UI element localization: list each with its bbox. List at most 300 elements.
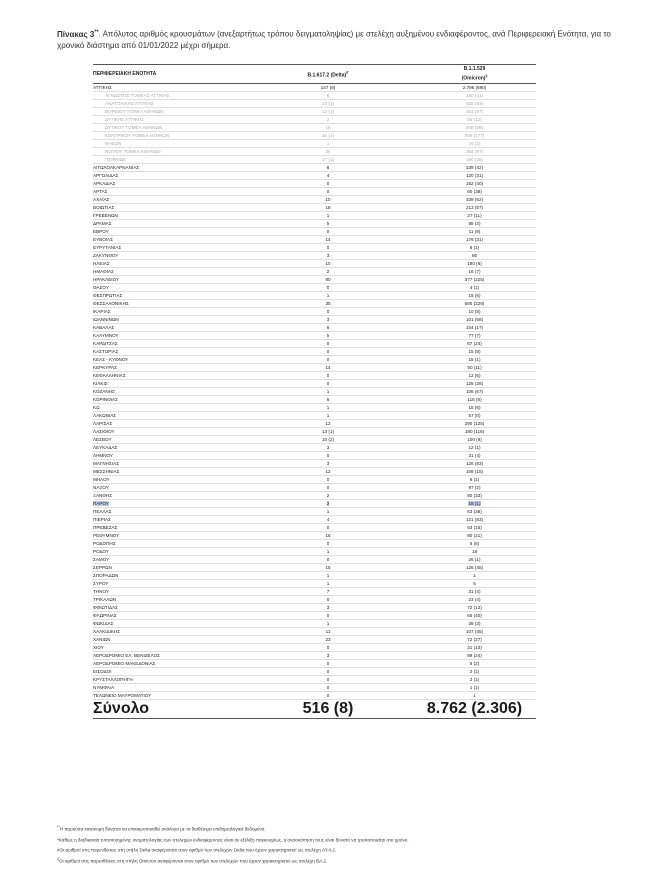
delta-count: 1 bbox=[326, 509, 330, 514]
table-row bbox=[93, 588, 536, 596]
table-row bbox=[93, 340, 536, 348]
omicron-count: 125 (28) bbox=[465, 381, 484, 386]
omicron-count: 206 (56) bbox=[465, 125, 484, 130]
table-row bbox=[93, 636, 536, 644]
table-row bbox=[93, 268, 536, 276]
delta-count: 2 bbox=[326, 493, 330, 498]
table-row bbox=[93, 476, 536, 484]
omicron-count: 120 (31) bbox=[465, 173, 484, 178]
region-name: ΠΙΕΡΙΑΣ bbox=[93, 517, 111, 522]
table-row bbox=[93, 468, 536, 476]
region-name: ΚΡΥΣΤΑΛΛΟΠΗΓΗ bbox=[93, 677, 133, 682]
region-name: ΚΕΡΚΥΡΑΣ bbox=[93, 365, 117, 370]
omicron-count: 6 (6) bbox=[469, 541, 480, 546]
delta-count: 0 bbox=[326, 541, 330, 546]
region-name: ΔΥΤΙΚΗΣ ΑΤΤΙΚΗΣ bbox=[105, 117, 144, 122]
table-row bbox=[93, 348, 536, 356]
omicron-count: 176 (31) bbox=[465, 237, 484, 242]
table-row bbox=[93, 116, 536, 124]
region-name: ΖΑΚΥΝΘΟΥ bbox=[93, 253, 119, 258]
variants-table bbox=[93, 64, 536, 719]
delta-count: 0 bbox=[326, 341, 330, 346]
delta-count: 5 bbox=[326, 221, 330, 226]
table-row bbox=[93, 564, 536, 572]
delta-count: 14 bbox=[325, 237, 331, 242]
delta-count: 3 bbox=[326, 317, 330, 322]
region-name: ΙΩΑΝΝΙΝΩΝ bbox=[93, 317, 119, 322]
table-row bbox=[93, 484, 536, 492]
delta-count: 14 bbox=[325, 365, 331, 370]
table-row bbox=[93, 108, 536, 116]
region-name: ΑΧΑΪΑΣ bbox=[93, 197, 110, 202]
delta-count: 3 bbox=[326, 445, 330, 450]
region-name: ΛΕΥΚΑΔΑΣ bbox=[93, 445, 118, 450]
region-name: ΠΡΕΒΕΖΑΣ bbox=[93, 525, 118, 530]
region-name: ΧΑΝΙΩΝ bbox=[93, 637, 111, 642]
delta-count: 0 bbox=[326, 181, 330, 186]
delta-count: 1 bbox=[326, 405, 330, 410]
table-row bbox=[93, 380, 536, 388]
omicron-count: 63 (36) bbox=[467, 509, 482, 514]
delta-count: 24 bbox=[325, 149, 331, 154]
region-name: ΧΑΛΚΙΔΙΚΗΣ bbox=[93, 629, 121, 634]
omicron-count: 106 (67) bbox=[465, 389, 484, 394]
region-name: ΜΕΣΣΗΝΙΑΣ bbox=[93, 469, 120, 474]
region-name: ΘΕΣΠΡΩΤΙΑΣ bbox=[93, 293, 123, 298]
delta-count: 1 bbox=[326, 293, 330, 298]
table-row bbox=[93, 388, 536, 396]
table-row bbox=[93, 444, 536, 452]
region-name: ΡΟΔΟΠΗΣ bbox=[93, 541, 116, 546]
omicron-count: 121 (83) bbox=[465, 517, 484, 522]
table-row bbox=[93, 316, 536, 324]
table-row bbox=[93, 540, 536, 548]
region-name: ΕΥΡΥΤΑΝΙΑΣ bbox=[93, 245, 122, 250]
delta-count: 35 bbox=[325, 301, 331, 306]
table-row bbox=[93, 452, 536, 460]
region-name: ΑΡΓΟΛΙΔΑΣ bbox=[93, 173, 119, 178]
table-row bbox=[93, 420, 536, 428]
delta-count: 0 bbox=[326, 669, 330, 674]
table-row bbox=[93, 508, 536, 516]
delta-count: 23 bbox=[325, 637, 331, 642]
region-name: ΛΕΣΒΟΥ bbox=[93, 437, 112, 442]
table-row bbox=[93, 644, 536, 652]
delta-count: 18 bbox=[325, 205, 331, 210]
region-name: ΕΙΣΟΔΟΙ bbox=[93, 669, 112, 674]
table-row bbox=[93, 220, 536, 228]
table-row bbox=[93, 652, 536, 660]
delta-count: 0 bbox=[326, 485, 330, 490]
table-row bbox=[93, 604, 536, 612]
omicron-count: 180 (116) bbox=[464, 429, 485, 434]
region-name: ΒΟΙΩΤΙΑΣ bbox=[93, 205, 115, 210]
table-row bbox=[93, 172, 536, 180]
table-row bbox=[93, 276, 536, 284]
delta-count: 1 bbox=[326, 621, 330, 626]
table-row bbox=[93, 524, 536, 532]
total-omicron: 8.762 (2.306) bbox=[426, 700, 523, 717]
omicron-count: 12 (1) bbox=[468, 445, 481, 450]
table-row bbox=[93, 140, 536, 148]
delta-count: 12 bbox=[325, 469, 331, 474]
omicron-count: 239 (42) bbox=[465, 165, 484, 170]
omicron-count: 50 (11) bbox=[467, 365, 482, 370]
header-region: ΠΕΡΙΦΕΡΕΙΑΚΗ ΕΝΟΤΗΤΑ bbox=[93, 71, 157, 77]
table-row bbox=[93, 532, 536, 540]
omicron-count: 60 (38) bbox=[467, 189, 482, 194]
omicron-count: 99 (24) bbox=[467, 653, 482, 658]
table-row bbox=[93, 308, 536, 316]
region-name: ΑΓΝΩΣΤΟΣ ΤΟΜΕΑΣ ΑΤΤΙΚΗΣ bbox=[105, 93, 170, 98]
table-row bbox=[93, 324, 536, 332]
table-row bbox=[93, 668, 536, 676]
region-name: ΛΗΜΝΟΥ bbox=[93, 453, 114, 458]
delta-count: 1 bbox=[326, 141, 330, 146]
table-row bbox=[93, 180, 536, 188]
delta-count: 13 (1) bbox=[321, 429, 334, 434]
delta-count: 2 bbox=[326, 501, 330, 506]
delta-count: 3 bbox=[326, 653, 330, 658]
omicron-count: 77 (7) bbox=[468, 333, 481, 338]
omicron-count: 1 bbox=[473, 693, 476, 698]
table-row bbox=[93, 292, 536, 300]
table-row bbox=[93, 100, 536, 108]
region-name: ΚΕΑΣ - ΚΥΘΝΟΥ bbox=[93, 357, 129, 362]
omicron-count: 6 (2) bbox=[469, 661, 480, 666]
footnotes bbox=[57, 823, 637, 865]
omicron-count: 401 (97) bbox=[465, 109, 484, 114]
omicron-count: 108 (15) bbox=[465, 469, 484, 474]
table-row bbox=[93, 156, 536, 164]
omicron-count: 1 bbox=[473, 573, 476, 578]
omicron-count: 6 (1) bbox=[469, 477, 480, 482]
delta-count: 5 bbox=[326, 333, 330, 338]
table-row bbox=[93, 260, 536, 268]
region-name: ΚΑΛΥΜΝΟΥ bbox=[93, 333, 119, 338]
table-row bbox=[93, 660, 536, 668]
omicron-count: 680 (229) bbox=[464, 301, 485, 306]
region-name: ΕΥΒΟΙΑΣ bbox=[93, 237, 113, 242]
omicron-count: 290 (125) bbox=[464, 421, 485, 426]
delta-count: 80 bbox=[325, 277, 331, 282]
region-name: ΛΑΣΙΘΙΟΥ bbox=[93, 429, 115, 434]
region-name: ΝΑΞΟΥ bbox=[93, 485, 109, 490]
omicron-count: 354 (87) bbox=[465, 149, 484, 154]
delta-count: 0 bbox=[326, 373, 330, 378]
delta-count: 6 bbox=[326, 325, 330, 330]
delta-count: 10 (2) bbox=[321, 437, 334, 442]
delta-count: 3 bbox=[326, 253, 330, 258]
region-name: ΤΕΛΩΝΕΙΟ ΜΑΥΡΟΜΑΤΙΟΥ bbox=[93, 693, 152, 698]
table-row bbox=[93, 212, 536, 220]
region-name: ΑΕΡΟΔΡΟΜΙΟ ΕΛ. ΒΕΝΙΖΕΛΟΣ bbox=[93, 653, 160, 658]
omicron-count: 126 (83) bbox=[465, 461, 484, 466]
delta-count: 3 bbox=[326, 605, 330, 610]
region-name: ΑΡΚΑΔΙΑΣ bbox=[93, 181, 116, 186]
delta-count: 0 bbox=[326, 453, 330, 458]
region-name: ΗΜΑΘΙΑΣ bbox=[93, 269, 114, 274]
region-name: ΣΥΡΟΥ bbox=[93, 581, 109, 586]
total-delta: 516 (8) bbox=[302, 700, 354, 717]
delta-count: 1 bbox=[326, 413, 330, 418]
omicron-count: 8 (1) bbox=[469, 245, 480, 250]
table-row bbox=[93, 412, 536, 420]
table-row bbox=[93, 676, 536, 684]
region-name: ΦΛΩΡΙΝΑΣ bbox=[93, 613, 117, 618]
table-row bbox=[93, 596, 536, 604]
region-name: ΚΙΛΚΙΣ bbox=[93, 381, 108, 386]
delta-count: 147 (6) bbox=[320, 85, 336, 90]
region-name: ΑΕΡΟΔΡΟΜΙΟ ΜΑΚΕΔΟΝΙΑΣ bbox=[93, 661, 156, 666]
omicron-count: 339 (62) bbox=[465, 197, 484, 202]
table-row bbox=[93, 620, 536, 628]
delta-count: 1 bbox=[326, 213, 330, 218]
delta-count: 0 bbox=[326, 685, 330, 690]
omicron-count: 23 (4) bbox=[468, 597, 481, 602]
delta-count: 0 bbox=[326, 349, 330, 354]
omicron-count: 2 (1) bbox=[469, 677, 480, 682]
table-row bbox=[93, 460, 536, 468]
omicron-count: 377 (225) bbox=[464, 277, 485, 282]
region-name: ΙΚΑΡΙΑΣ bbox=[93, 309, 111, 314]
omicron-count: 160 (41) bbox=[465, 93, 484, 98]
table-row bbox=[93, 236, 536, 244]
region-name: ΝΥΜΦΑΙΑ bbox=[93, 685, 115, 690]
omicron-count: 18 (1) bbox=[468, 501, 481, 506]
omicron-count: 10 (8) bbox=[468, 309, 481, 314]
omicron-count: 2.796 (890) bbox=[462, 85, 487, 90]
table-row bbox=[93, 124, 536, 132]
region-name: ΛΑΚΩΝΙΑΣ bbox=[93, 413, 117, 418]
table-row bbox=[93, 548, 536, 556]
delta-count: 10 bbox=[325, 197, 331, 202]
table-row bbox=[93, 84, 536, 92]
omicron-count: 1 (1) bbox=[469, 685, 480, 690]
table-header-row bbox=[93, 65, 536, 84]
table-row bbox=[93, 396, 536, 404]
omicron-count: 88 (3) bbox=[468, 221, 481, 226]
region-name: ΓΡΕΒΕΝΩΝ bbox=[93, 213, 118, 218]
omicron-count: 16 (7) bbox=[468, 269, 481, 274]
omicron-count: 2 (1) bbox=[469, 669, 480, 674]
table-row bbox=[93, 244, 536, 252]
caption-label: Πίνακας 3** bbox=[57, 29, 99, 39]
delta-count: 1 bbox=[326, 549, 330, 554]
omicron-count: 57 (24) bbox=[467, 341, 482, 346]
delta-count: 0 bbox=[326, 189, 330, 194]
omicron-count: 15 (6) bbox=[468, 293, 481, 298]
region-name: ΦΩΚΙΔΑΣ bbox=[93, 621, 114, 626]
region-name: ΠΕΙΡΑΙΩΣ bbox=[105, 157, 126, 162]
region-name: ΤΡΙΚΑΛΩΝ bbox=[93, 597, 117, 602]
table-row bbox=[93, 372, 536, 380]
omicron-count: 57 (0) bbox=[468, 413, 481, 418]
delta-count: 0 bbox=[326, 477, 330, 482]
total-row bbox=[93, 700, 536, 719]
delta-count: 0 bbox=[326, 693, 330, 698]
omicron-count: 126 (45) bbox=[465, 565, 484, 570]
table-row bbox=[93, 364, 536, 372]
region-name: ΠΑΡΟΥ bbox=[93, 501, 109, 506]
delta-count: 1 bbox=[326, 581, 330, 586]
table-row bbox=[93, 404, 536, 412]
delta-count: 46 (1) bbox=[321, 133, 334, 138]
table-row bbox=[93, 196, 536, 204]
region-name: ΕΒΡΟΥ bbox=[93, 229, 109, 234]
header-delta: B.1.617.2 (Delta)# bbox=[307, 69, 349, 79]
region-name: ΚΕΦΑΛΛΗΝΙΑΣ bbox=[93, 373, 126, 378]
table-row bbox=[93, 332, 536, 340]
delta-count: 16 bbox=[325, 125, 331, 130]
table-row bbox=[93, 500, 536, 508]
region-name: ΠΕΛΛΑΣ bbox=[93, 509, 112, 514]
omicron-count: 86 bbox=[471, 253, 478, 258]
omicron-count: 104 (17) bbox=[465, 325, 484, 330]
footnote: §Οι αριθμοί στις παρενθέσεις στη στήλη Omicron αναφέρονται στον αριθμό των στελεχών που έχουν χαρακτηριστεί ως στελέχη BA.2. bbox=[57, 856, 328, 864]
omicron-count: 4 (1) bbox=[469, 285, 480, 290]
omicron-count: 21 (13) bbox=[467, 645, 482, 650]
region-name: ΣΑΜΟΥ bbox=[93, 557, 110, 562]
omicron-count: 5 bbox=[473, 581, 476, 586]
omicron-count: 72 (27) bbox=[467, 637, 482, 642]
region-name: ΛΑΡΙΣΑΣ bbox=[93, 421, 113, 426]
region-name: ΔΥΤΙΚΟΥ ΤΟΜΕΑ ΑΘΗΝΩΝ bbox=[105, 125, 163, 130]
delta-count: 0 bbox=[326, 245, 330, 250]
table-row bbox=[93, 252, 536, 260]
omicron-count: 11 (9) bbox=[468, 229, 481, 234]
omicron-count: 80 (21) bbox=[467, 533, 482, 538]
region-name: ΧΙΟΥ bbox=[93, 645, 104, 650]
region-name: ΤΗΝΟΥ bbox=[93, 589, 109, 594]
delta-count: 1 bbox=[326, 389, 330, 394]
region-name: ΑΤΤΙΚΗΣ bbox=[93, 85, 112, 90]
omicron-count: 101 (58) bbox=[465, 317, 484, 322]
header-omicron: B.1.1.529 (Omicron)§ bbox=[461, 65, 488, 82]
table-row bbox=[93, 132, 536, 140]
table-row bbox=[93, 556, 536, 564]
region-name: ΗΛΕΙΑΣ bbox=[93, 261, 110, 266]
footnote: #Οι αριθμοί στις παρενθέσεις στη στήλη Delta αναφέρονται στον αριθμό των στελεχών Delta που έχουν χαρακτηριστεί ως στελέχη AY.4.2. bbox=[57, 847, 337, 853]
region-name: ΞΑΝΘΗΣ bbox=[93, 493, 113, 498]
delta-count: 15 bbox=[325, 565, 331, 570]
omicron-count: 12 (6) bbox=[468, 373, 481, 378]
region-name: ΚΑΣΤΟΡΙΑΣ bbox=[93, 349, 119, 354]
region-name: ΚΑΒΑΛΑΣ bbox=[93, 325, 115, 330]
delta-count: 10 bbox=[325, 261, 331, 266]
region-name: ΑΡΤΑΣ bbox=[93, 189, 108, 194]
table-row bbox=[93, 356, 536, 364]
delta-count: 8 bbox=[326, 165, 330, 170]
table-row bbox=[93, 692, 536, 700]
table-row bbox=[93, 148, 536, 156]
delta-count: 0 bbox=[326, 229, 330, 234]
region-name: ΚΟΖΑΝΗΣ bbox=[93, 389, 115, 394]
region-name: ΜΑΓΝΗΣΙΑΣ bbox=[93, 461, 120, 466]
footnote: *Καθώς η διαδικασία τυποποιημένης ονοματολογίας των στελεχών ενδιαφέροντος είναι σε εξέλιξη παγκοσμίως, η ανασκόπηση τους είναι δυνατό να τροποποιείται στο χρόνο. bbox=[57, 837, 409, 843]
delta-count: 16 bbox=[325, 533, 331, 538]
region-name: ΘΕΣΣΑΛΟΝΙΚΗΣ bbox=[93, 301, 129, 306]
total-label: Σύνολο bbox=[93, 700, 150, 717]
table-row bbox=[93, 612, 536, 620]
region-name: ΚΩ bbox=[93, 405, 100, 410]
omicron-count: 455 (93) bbox=[465, 101, 484, 106]
region-name: ΔΡΑΜΑΣ bbox=[93, 221, 112, 226]
region-name: ΣΠΟΡΑΔΩΝ bbox=[93, 573, 119, 578]
omicron-count: 53 (15) bbox=[467, 525, 482, 530]
delta-count: 6 bbox=[326, 93, 330, 98]
omicron-count: 948 (177) bbox=[464, 133, 485, 138]
omicron-count: 65 (40) bbox=[467, 613, 482, 618]
region-name: ΘΑΣΟΥ bbox=[93, 285, 109, 290]
delta-count: 0 bbox=[326, 557, 330, 562]
omicron-count: 180 (35) bbox=[465, 157, 484, 162]
region-name: ΦΘΙΩΤΙΔΑΣ bbox=[93, 605, 119, 610]
omicron-count: 213 (57) bbox=[465, 205, 484, 210]
delta-count: 0 bbox=[326, 525, 330, 530]
omicron-count: 15 (8) bbox=[468, 349, 481, 354]
table-row bbox=[93, 684, 536, 692]
delta-count: 4 bbox=[326, 173, 330, 178]
table-caption bbox=[57, 27, 637, 52]
table-row bbox=[93, 628, 536, 636]
table-row bbox=[93, 492, 536, 500]
region-name: ΑΝΑΤΟΛΙΚΗΣ ΑΤΤΙΚΗΣ bbox=[105, 101, 154, 106]
omicron-count: 31 (4) bbox=[468, 453, 481, 458]
delta-count: 23 (3) bbox=[321, 101, 334, 106]
delta-count: 0 bbox=[326, 309, 330, 314]
omicron-count: 72 (12) bbox=[467, 605, 482, 610]
footnote: **Η παρούσα κατανομή δύναται να επικαιροποιηθεί ανάλογα με τα διαθέσιμα επιδημιολογικά δεδομένα. bbox=[57, 825, 266, 832]
region-name: ΚΕΝΤΡΙΚΟΥ ΤΟΜΕΑ ΑΘΗΝΩΝ bbox=[105, 133, 170, 138]
delta-count: 0 bbox=[326, 381, 330, 386]
delta-count: 0 bbox=[326, 597, 330, 602]
delta-count: 0 bbox=[326, 661, 330, 666]
table-row bbox=[93, 436, 536, 444]
region-name: ΝΗΣΩΝ bbox=[105, 141, 122, 146]
omicron-count: 15 (1) bbox=[468, 357, 481, 362]
delta-count: 11 bbox=[325, 629, 331, 634]
table-row bbox=[93, 164, 536, 172]
region-name: ΚΑΡΔΙΤΣΑΣ bbox=[93, 341, 118, 346]
omicron-count: 56 (12) bbox=[467, 117, 482, 122]
omicron-count: 15 (6) bbox=[468, 405, 481, 410]
omicron-count: 80 (33) bbox=[467, 493, 482, 498]
table-row bbox=[93, 572, 536, 580]
omicron-count: 38 (3) bbox=[468, 621, 481, 626]
delta-count: 2 bbox=[326, 269, 330, 274]
region-name: ΒΟΡΕΙΟΥ ΤΟΜΕΑ ΑΘΗΝΩΝ bbox=[105, 109, 164, 114]
region-name: ΝΟΤΙΟΥ ΤΟΜΕΑ ΑΘΗΝΩΝ bbox=[105, 149, 161, 154]
omicron-count: 26 (2) bbox=[468, 141, 481, 146]
delta-count: 6 bbox=[326, 397, 330, 402]
omicron-count: 100 (8) bbox=[467, 437, 482, 442]
delta-count: 4 bbox=[326, 517, 330, 522]
delta-count: 17 (1) bbox=[321, 157, 334, 162]
table-row bbox=[93, 516, 536, 524]
omicron-count: 27 (11) bbox=[467, 213, 482, 218]
omicron-count: 97 (2) bbox=[468, 485, 481, 490]
region-name: ΑΙΤΩΛΟΑΚΑΡΝΑΝΙΑΣ bbox=[93, 165, 140, 170]
omicron-count: 31 (4) bbox=[468, 589, 481, 594]
region-name: ΣΕΡΡΩΝ bbox=[93, 565, 112, 570]
omicron-count: 152 (40) bbox=[465, 181, 484, 186]
delta-count: 12 (1) bbox=[321, 109, 334, 114]
region-name: ΡΟΔΟΥ bbox=[93, 549, 110, 554]
table-row bbox=[93, 300, 536, 308]
omicron-count: 116 (8) bbox=[467, 397, 482, 402]
delta-count: 1 bbox=[326, 573, 330, 578]
